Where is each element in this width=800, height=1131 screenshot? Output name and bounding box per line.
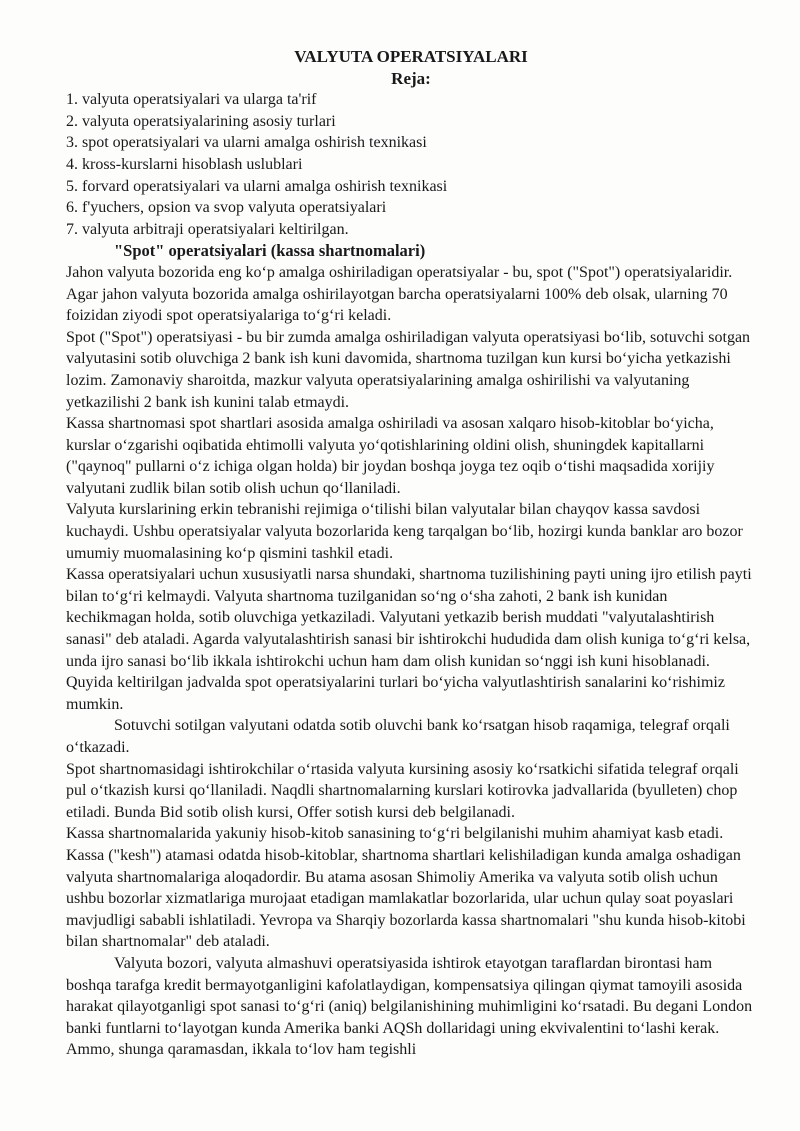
section-heading: "Spot" operatsiyalari (kassa shartnomalari): [114, 241, 426, 261]
outline-list: [66, 89, 756, 240]
document-subtitle: Reja:: [391, 68, 431, 88]
paragraph-2: Spot ("Spot") operatsiyasi - bu bir zumda amalga oshiriladigan valyuta operatsiyasi bo‘lib, sotuvchi sotgan valyutasini sotib oluvchiga 2 bank ish kuni davomida, shartnoma tuzilgan kun kursi bo‘yicha yetkazishi lozim. Zamonaviy sharoitda, mazkur valyuta operatsiyalarining amalga oshirilishi va valyutaning yetkazilishi 2 bank ish kunini talab etmaydi.: [66, 328, 751, 411]
outline-item-1: 1. valyuta operatsiyalari va ularga ta'rif: [66, 91, 317, 109]
paragraph-5: Kassa operatsiyalari uchun xususiyatli narsa shundaki, shartnoma tuzilishining payti uning ijro etilish payti bilan to‘g‘ri kelmaydi. Valyuta shartnoma tuzilganidan so‘ng o‘sha zahoti, 2 bank ish kunidan kechikmagan holda, sotib oluvchiga yetkaziladi. Valyutani yetkazib berish muddati "valyutalashtirish sanasi" deb ataladi. Agarda valyutalashtirish sanasi bir ishtirokchi hududida dam olish kuniga to‘g‘ri kelsa, unda ijro sanasi bo‘lib ikkala ishtirokchi uchun ham dam olish kunidan so‘nggi ish kuni hisoblanadi. Quyida keltirilgan jadvalda spot operatsiyalarini turlari bo‘yicha valyutlashtirish sanalarini ko‘rishimiz mumkin.: [66, 566, 752, 713]
outline-item-6: 6. f'yuchers, opsion va svop valyuta operatsiyalari: [66, 199, 387, 217]
outline-item-2: 2. valyuta operatsiyalarining asosiy turlari: [66, 112, 336, 130]
document-title: VALYUTA OPERATSIYALARI: [294, 47, 528, 66]
paragraph-6: Sotuvchi sotilgan valyutani odatda sotib oluvchi bank ko‘rsatgan hisob raqamiga, telegraf orqali o‘tkazadi.: [66, 717, 730, 756]
outline-item-7: 7. valyuta arbitraji operatsiyalari keltirilgan.: [66, 220, 349, 238]
paragraph-4: Valyuta kurslarining erkin tebranishi rejimiga o‘tilishi bilan valyutalar bilan chayqov kassa savdosi kuchaydi. Ushbu operatsiyalar valyuta bozorlarida keng tarqalgan bo‘lib, hozirgi kunda banklar aro bozor umumiy muomalasining ko‘p qismini tashkil etadi.: [66, 501, 743, 562]
paragraph-3: Kassa shartnomasi spot shartlari asosida amalga oshiriladi va asosan xalqaro hisob-kitoblar bo‘yicha, kurslar o‘zgarishi oqibatida ehtimolli valyuta yo‘qotishlarining oldini olish, shuningdek kapitallarni ("qaynoq" pullarni o‘z ichiga olgan holda) bir joydan boshqa joyga tez oqib o‘tishi maqsadida xorijiy valyutani zudlik bilan sotib olish uchun qo‘llaniladi.: [66, 415, 715, 497]
paragraph-9: Valyuta bozori, valyuta almashuvi operatsiyasida ishtirok etayotgan taraflardan birontasi ham boshqa tarafga kredit bermayotganligini kafolatlaydigan, kompensatsiya qilingan qiymat tamoyili asosida harakat qilayotganligi spot sanasi to‘g‘ri (aniq) belgilanishining muhimligini ko‘rsatadi. Bu degani London banki funtlarni to‘layotgan kunda Amerika banki AQSh dollaridagi uning ekvivalentini to‘lashi kerak. Ammo, shunga qaramasdan, ikkala to‘lov ham tegishli: [66, 954, 753, 1059]
paragraph-7: Spot shartnomasidagi ishtirokchilar o‘rtasida valyuta kursining asosiy ko‘rsatkichi sifatida telegraf orqali pul o‘tkazish kursi qo‘llaniladi. Naqdli shartnomalarning kurslari kotirovka jadvallarida (byulleten) chop etiladi. Bunda Bid sotib olish kursi, Offer sotish kursi deb belgilanadi.: [66, 760, 739, 821]
document-body: [66, 262, 756, 1061]
outline-item-5: 5. forvard operatsiyalari va ularni amalga oshirish texnikasi: [66, 177, 448, 195]
outline-item-3: 3. spot operatsiyalari va ularni amalga oshirish texnikasi: [66, 134, 427, 152]
paragraph-8: Kassa shartnomalarida yakuniy hisob-kitob sanasining to‘g‘ri belgilanishi muhim ahamiyat kasb etadi. Kassa ("kesh") atamasi odatda hisob-kitoblar, shartnoma shartlari kelishiladigan kunda amalga oshadigan valyuta shartnomalariga aloqadordir. Bu atama asosan Shimoliy Amerika va valyuta sotib olish uchun ushbu bozorlar xizmatlariga murojaat etadigan mamlakatlar bozorlarida, ular uchun qulay soat poyaslari mavjudligi sababli ishlatiladi. Yevropa va Sharqiy bozorlarda kassa shartnomalari "shu kunda hisob-kitobi bilan shartnomalar" deb ataladi.: [66, 825, 746, 951]
paragraph-1: Jahon valyuta bozorida eng ko‘p amalga oshiriladigan operatsiyalar - bu, spot ("Spot") operatsiyalaridir. Agar jahon valyuta bozorida amalga oshirilayotgan barcha operatsiyalarni 100% deb olsak, ularning 70 foizidan ziyodi spot operatsiyalariga to‘g‘ri keladi.: [66, 263, 733, 325]
outline-item-4: 4. kross-kurslarni hisoblash uslublari: [66, 155, 303, 173]
